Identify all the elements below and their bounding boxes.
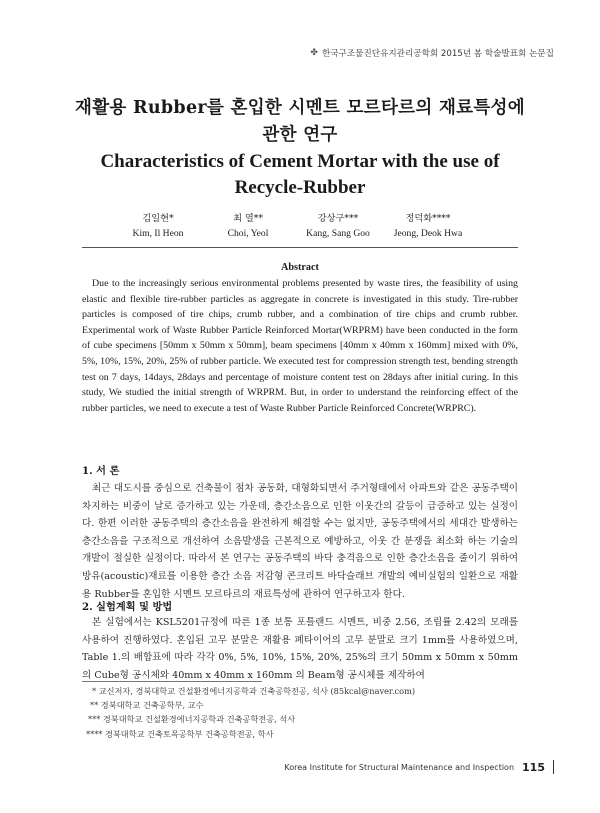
author-list: [0, 211, 600, 241]
author-name-english: Kang, Sang Goo: [306, 228, 370, 239]
abstract-body: Due to the increasingly serious environmental problems presented by waste tires, the feasibility of using elastic and flexible tire-rubber particles as aggregate in concrete is investigated in this study. Tire-rubber particles is composed of tire chips, crumb rubber, and a combination of tire chips and crumb rubber. Experimental work of Waste Rubber Particle Reinforced Mortar(WRPRM) have been conducted in the form of cube specimens [50mm x 50mm x 50mm], beam specimens [40mm x 40mm x 160mm] mixed with 0%, 5%, 10%, 15%, 20%, 25% of rubber particle. We executed test for compression strength test, bending strength test on 7 days, 14days, 28days and percentage of moisture content test on 28days after initial curing. In this study, We studied the initial strength of WRPRM. But, in order to understand the reinforcing effect of the rubber particles, we need to execute a test of Waste Rubber Particle Reinforced Concrete(WRPRC).: [82, 278, 518, 414]
author-name-korean: 정덕화****: [405, 213, 451, 224]
section-2-heading: 2. 실험계획 및 방법: [82, 601, 173, 613]
page-footer: [284, 760, 554, 774]
author-name-korean: 강상구***: [317, 213, 359, 224]
footnote-1: * 교신저자, 경북대학교 건설환경에너지공학과 건축공학전공, 석사 (85kcal@naver.com): [92, 686, 416, 696]
section-1-heading: 1. 서 론: [82, 465, 120, 477]
author-1: [113, 211, 203, 241]
author-name-english: Jeong, Deok Hwa: [393, 228, 463, 239]
running-header: [310, 47, 554, 59]
footnote-divider: [82, 681, 262, 682]
footnote-3: *** 경북대학교 건설환경에너지공학과 건축공학전공, 석사: [88, 714, 296, 725]
title-korean-line2: 관한 연구: [262, 125, 338, 145]
author-name-korean: 김일현*: [142, 213, 174, 224]
title-english-line2: Recycle-Rubber: [234, 177, 366, 198]
author-4: [383, 211, 473, 241]
footer-divider: [553, 760, 554, 774]
title-korean: [0, 95, 600, 149]
abstract-top-divider: [82, 247, 518, 248]
footnote-2: ** 경북대학교 건축공학부, 교수: [90, 700, 204, 711]
author-name-english: Kim, Il Heon: [132, 228, 184, 239]
abstract-heading: Abstract: [281, 262, 319, 273]
section-1-body: 최근 대도시를 중심으로 건축물이 점차 공동화, 대형화되면서 주거형태에서 아파트와 같은 공동주택이 차지하는 비중이 날로 증가하고 있는 가운데, 층간소음으로 인한 이웃간의 갈등이 급증하고 있는 실정이다. 한편 이러한 공동주택의 층간소음을 완전하게 해결할 수는 없지만, 공동주택에서의 세대간 발생하는 층간소음을 구조적으로 개선하여 소음발생을 근본적으로 예방하고, 이웃 간 분쟁을 최소화 하는 기술의 개발이 절실한 실정이다. 따라서 본 연구는 공동주택의 바닥 충격음으로 인한 층간소음을 줄이기 위하여 방유(acoustic)재료를 이용한 층간 소음 저감형 콘크리트 바닥슬래브 개발의 예비실험의 일환으로 재활용 Rubber를 혼입한 시멘트 모르타르의 재료특성에 관하여 연구하고자 한다.: [82, 483, 518, 600]
title-english: [0, 149, 600, 201]
page-number: 115: [522, 760, 545, 774]
header-ornament-icon: ✤: [310, 48, 318, 58]
title-korean-line1: 재활용 Rubber를 혼입한 시멘트 모르타르의 재료특성에: [75, 98, 525, 118]
footnotes: [86, 684, 526, 741]
author-name-english: Choi, Yeol: [227, 228, 269, 239]
author-3: [293, 211, 383, 241]
author-2: [203, 211, 293, 241]
section-2-body: 본 실험에서는 KSL5201규정에 따른 1종 보통 포틀랜드 시멘트, 비중 2.56, 조립률 2.42의 모래를 사용하여 진행하였다. 혼입된 고무 분말은 재활용 폐타이어의 고무 분말로 크기 1mm를 사용하였으며, Table 1.의 배합표에 따라 각각 0%, 5%, 10%, 15%, 20%, 25%의 크기 50mm x 50mm x 50mm 의 Cube형 공시체와 40mm x 40mm x 160mm 의 Beam형 공시체를 제작하여: [82, 617, 518, 681]
header-journal-name: 한국구조물진단유지관리공학회 2015년 봄 학술발표회 논문집: [321, 49, 554, 59]
author-name-korean: 최 열**: [233, 213, 263, 224]
footnote-4: **** 경북대학교 건축토목공학부 건축공학전공, 학사: [86, 728, 274, 739]
title-english-line1: Characteristics of Cement Mortar with the use of: [100, 151, 500, 172]
footer-institute: Korea Institute for Structural Maintenance and Inspection: [284, 762, 515, 772]
